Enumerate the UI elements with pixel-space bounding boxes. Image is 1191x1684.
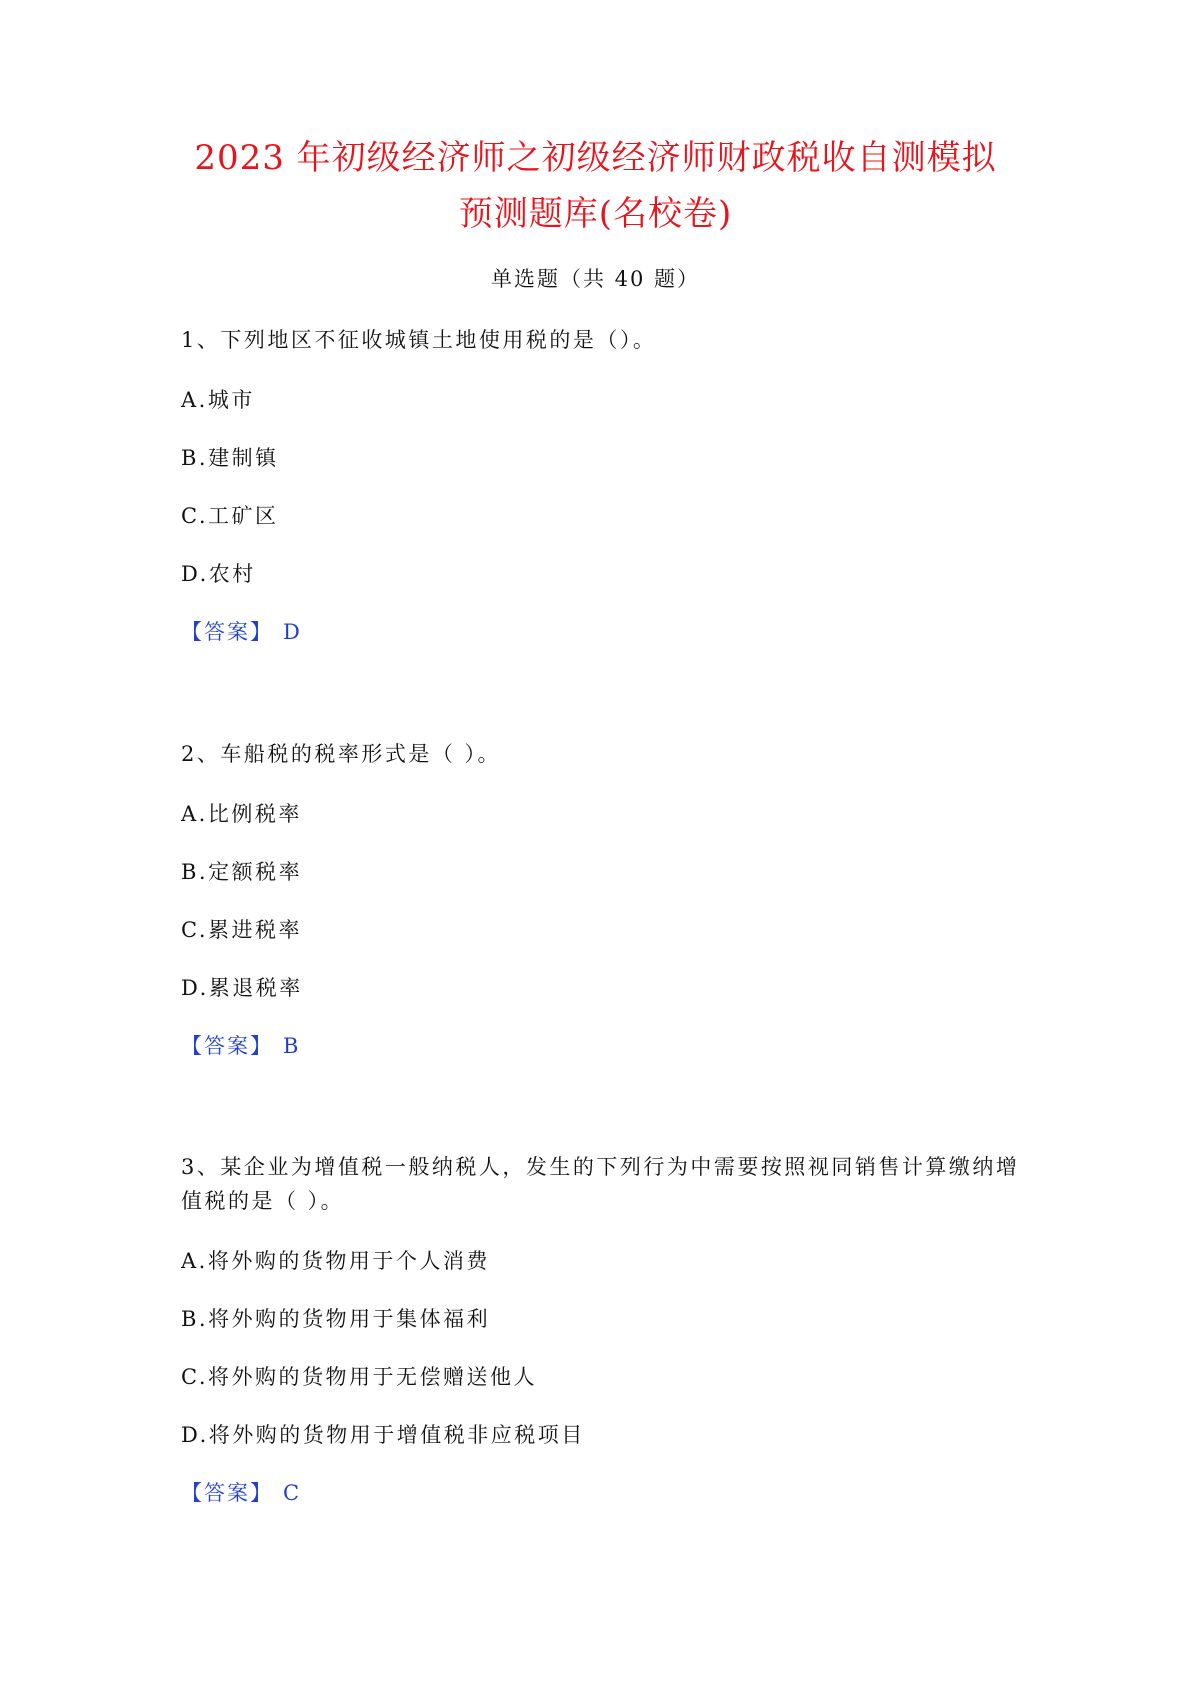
document-title [120,130,1071,242]
question-3 [181,1150,1031,1508]
option-b: B.将外购的货物用于集体福利 [181,1307,491,1331]
option-d: D.农村 [181,562,256,586]
option-a: A.比例税率 [181,802,302,826]
answer-line [181,1031,1031,1061]
title-line-1: 2023 年初级经济师之初级经济师财政税收自测模拟 [194,138,997,178]
answer-tag: 【答案】 [181,1034,273,1058]
option-d: D.累退税率 [181,976,303,1000]
answer-tag: 【答案】 [181,1481,273,1505]
option-b: B.定额税率 [181,860,303,884]
answer-line [181,617,1031,647]
answer-tag: 【答案】 [181,620,273,644]
option-c: C.将外购的货物用于无偿赠送他人 [181,1365,537,1389]
question-stem: 1、下列地区不征收城镇土地使用税的是（）。 [181,328,657,352]
question-2 [181,737,1031,1061]
option-a: A.城市 [181,388,255,412]
section-heading: 单选题（共 40 题） [490,267,701,291]
answer-value: B [283,1034,301,1058]
option-c: C.累进税率 [181,918,302,942]
answer-value: C [283,1481,302,1505]
question-stem: 2、车船税的税率形式是（ ）。 [181,742,502,766]
title-line-2: 预测题库(名校卷) [458,194,733,234]
answer-line [181,1478,1031,1508]
question-1 [181,323,1031,647]
option-d: D.将外购的货物用于增值税非应税项目 [181,1423,585,1447]
answer-value: D [283,620,302,644]
option-a: A.将外购的货物用于个人消费 [181,1249,490,1273]
question-stem: 3、某企业为增值税一般纳税人，发生的下列行为中需要按照视同销售计算缴纳增值税的是（ ）。 [181,1155,1020,1213]
option-b: B.建制镇 [181,446,279,470]
option-c: C.工矿区 [181,504,279,528]
